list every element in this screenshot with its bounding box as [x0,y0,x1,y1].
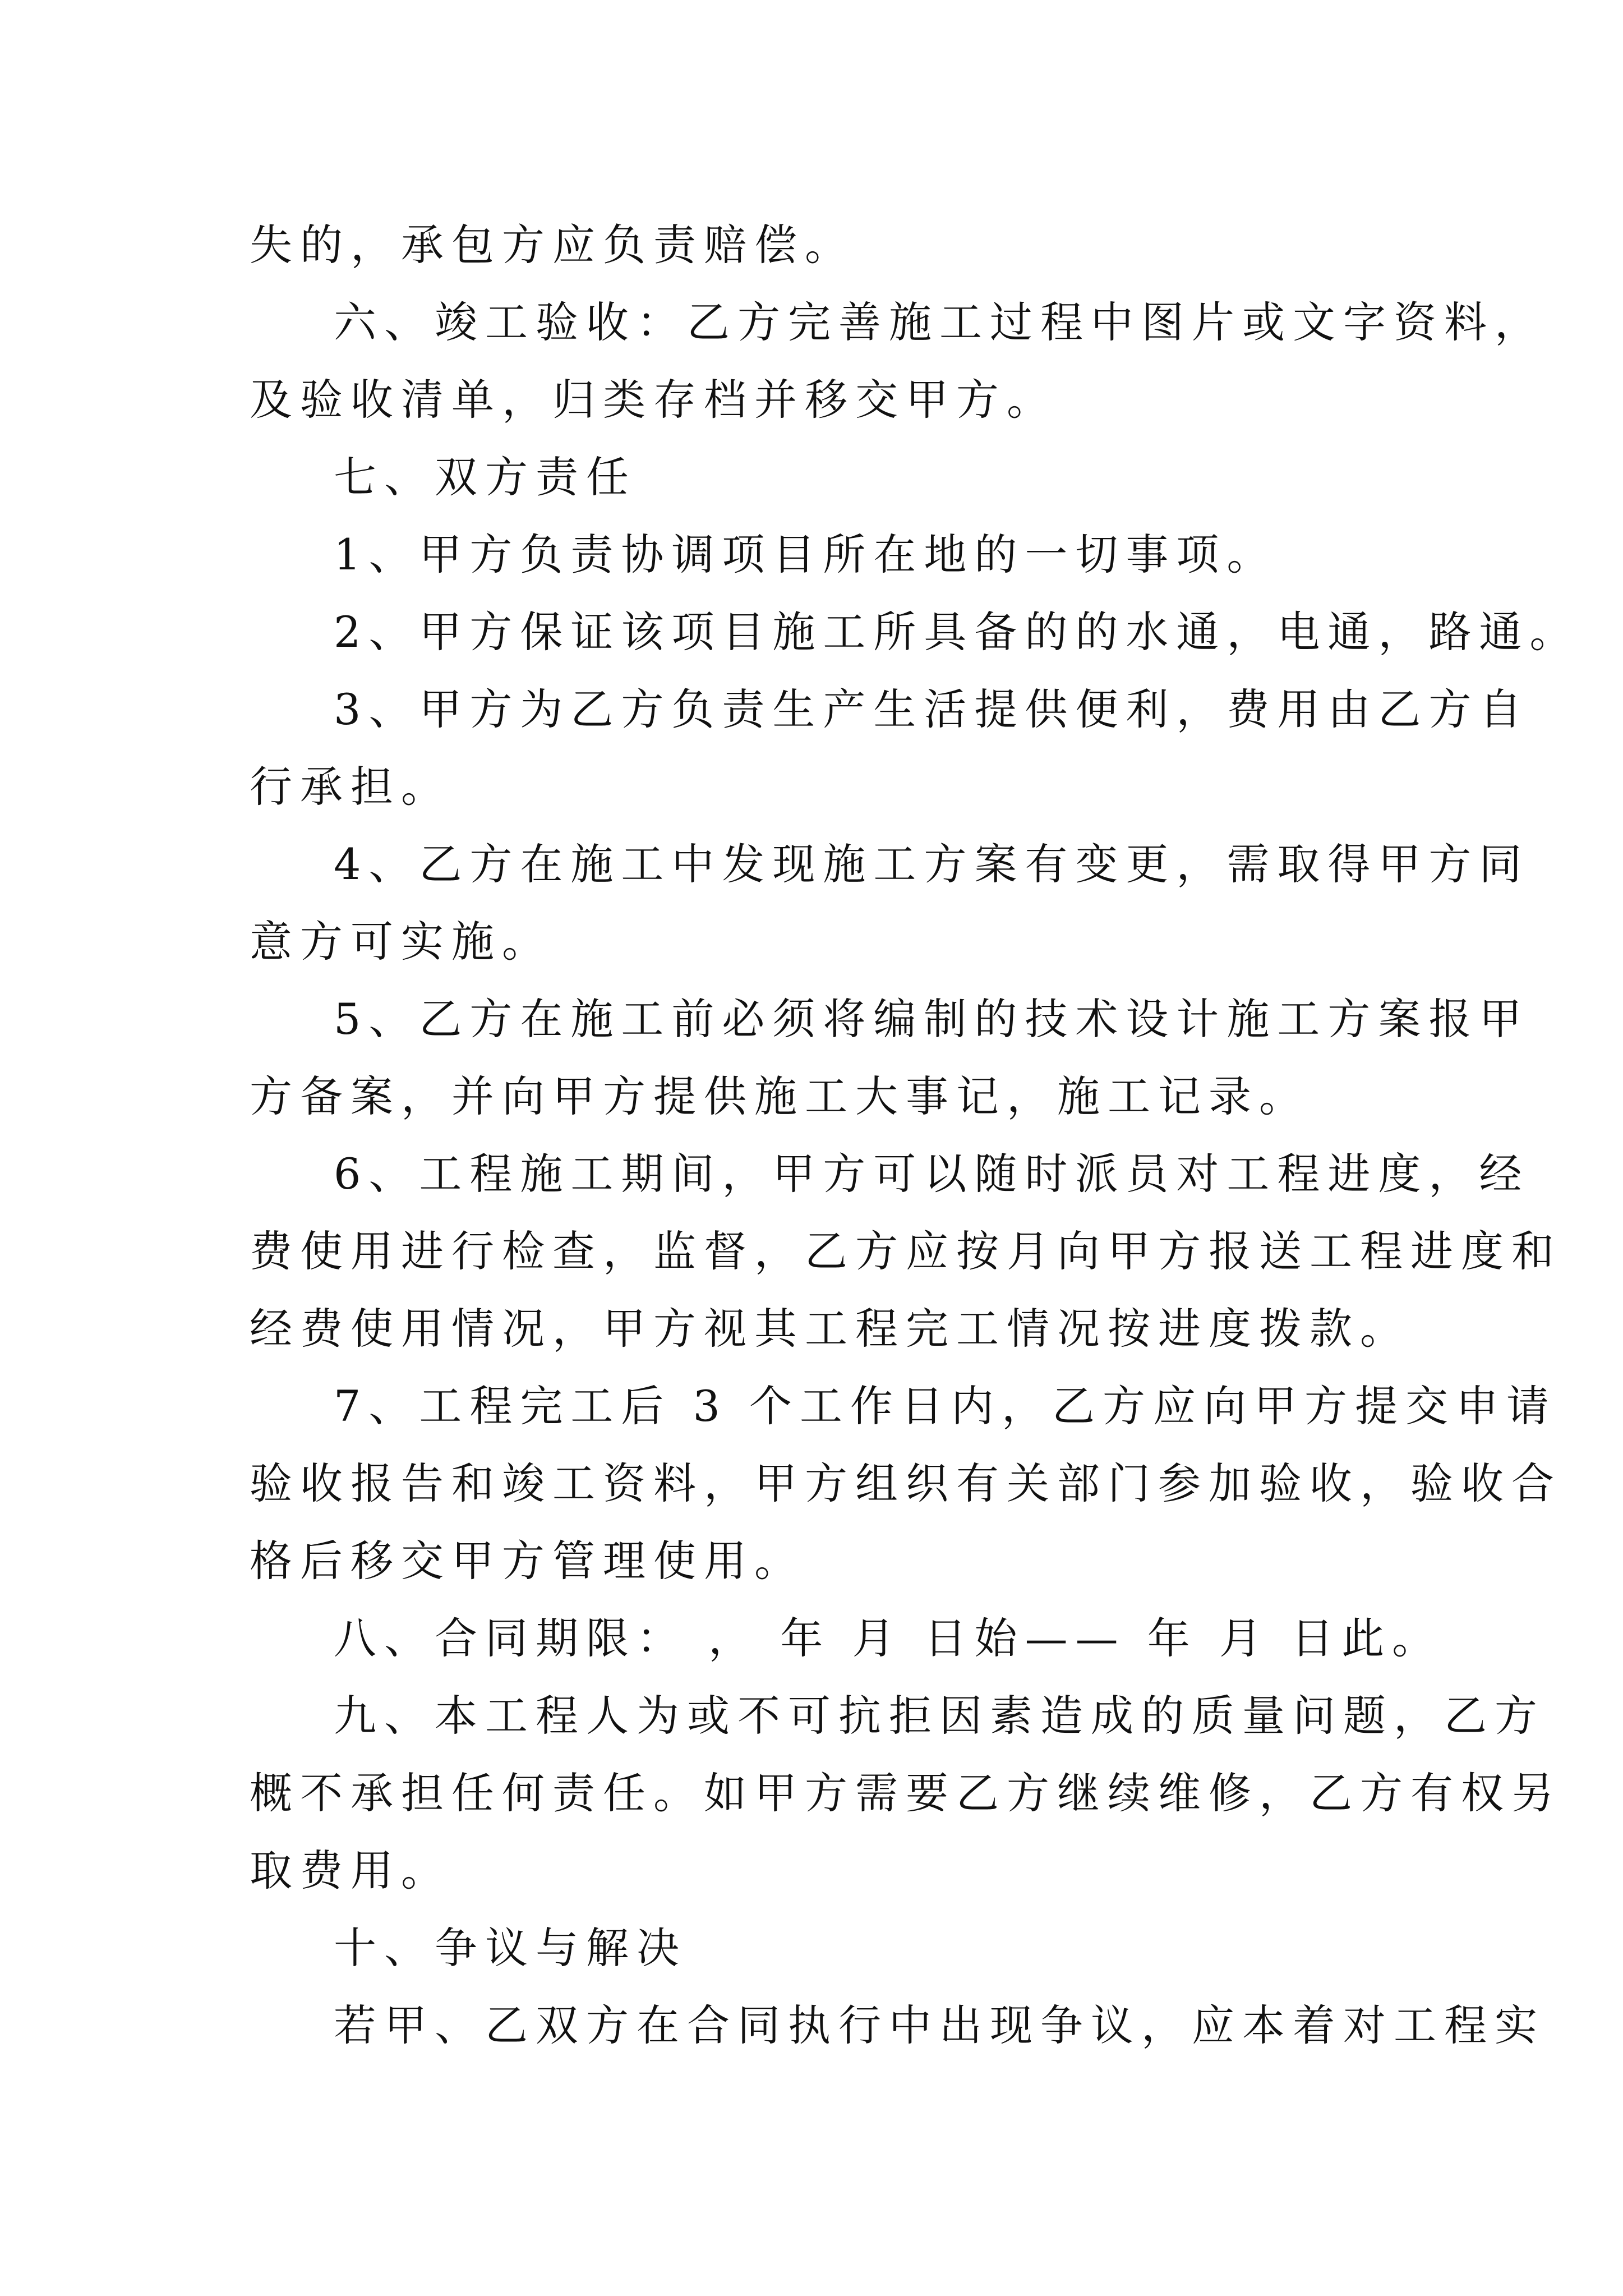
text-line: 格后移交甲方管理使用。 [250,1536,805,1586]
text-line: 失的，承包方应负责赔偿。 [250,220,855,270]
text-line: 概不承担任何责任。如甲方需要乙方继续维修，乙方有权另 [250,1768,1562,1818]
text-line: 经费使用情况，甲方视其工程完工情况按进度拨款。 [250,1304,1410,1354]
text-line: 及验收清单，归类存档并移交甲方。 [250,375,1057,425]
text-line: 方备案，并向甲方提供施工大事记，施工记录。 [250,1071,1310,1121]
text-line: 1、甲方负责协调项目所在地的一切事项。 [334,530,1278,579]
text-line: 九、本工程人为或不可抗拒因素造成的质量问题，乙方 [334,1691,1545,1741]
text-line: 2、甲方保证该项目施工所具备的的水通，电通，路通。 [334,607,1580,657]
contract-text-body [250,206,1580,2064]
text-line: 行承担。 [250,762,451,812]
text-line: 4、乙方在施工中发现施工方案有变更，需取得甲方同 [334,839,1530,889]
text-line: 取费用。 [250,1846,451,1895]
text-line: 意方可实施。 [250,917,552,967]
text-line: 6、工程施工期间，甲方可以随时派员对工程进度，经 [334,1149,1530,1199]
text-line: 5、乙方在施工前必须将编制的技术设计施工方案报甲 [334,994,1530,1044]
text-line: 十、争议与解决 [334,1923,687,1973]
text-line: 费使用进行检查，监督，乙方应按月向甲方报送工程进度和 [250,1226,1562,1276]
text-line: 六、竣工验收：乙方完善施工过程中图片或文字资料， [334,297,1545,347]
text-line: 验收报告和竣工资料，甲方组织有关部门参加验收，验收合 [250,1458,1562,1508]
text-line: 若甲、乙双方在合同执行中出现争议，应本着对工程实 [334,2000,1545,2050]
text-line: 3、甲方为乙方负责生产生活提供便利，费用由乙方自 [334,684,1530,734]
text-line: 7、工程完工后 3 个工作日内，乙方应向甲方提交申请 [334,1381,1557,1431]
text-line: 七、双方责任 [334,452,637,502]
text-line: 八、合同期限： ， 年 月 日始—— 年 月 日此。 [334,1613,1443,1663]
